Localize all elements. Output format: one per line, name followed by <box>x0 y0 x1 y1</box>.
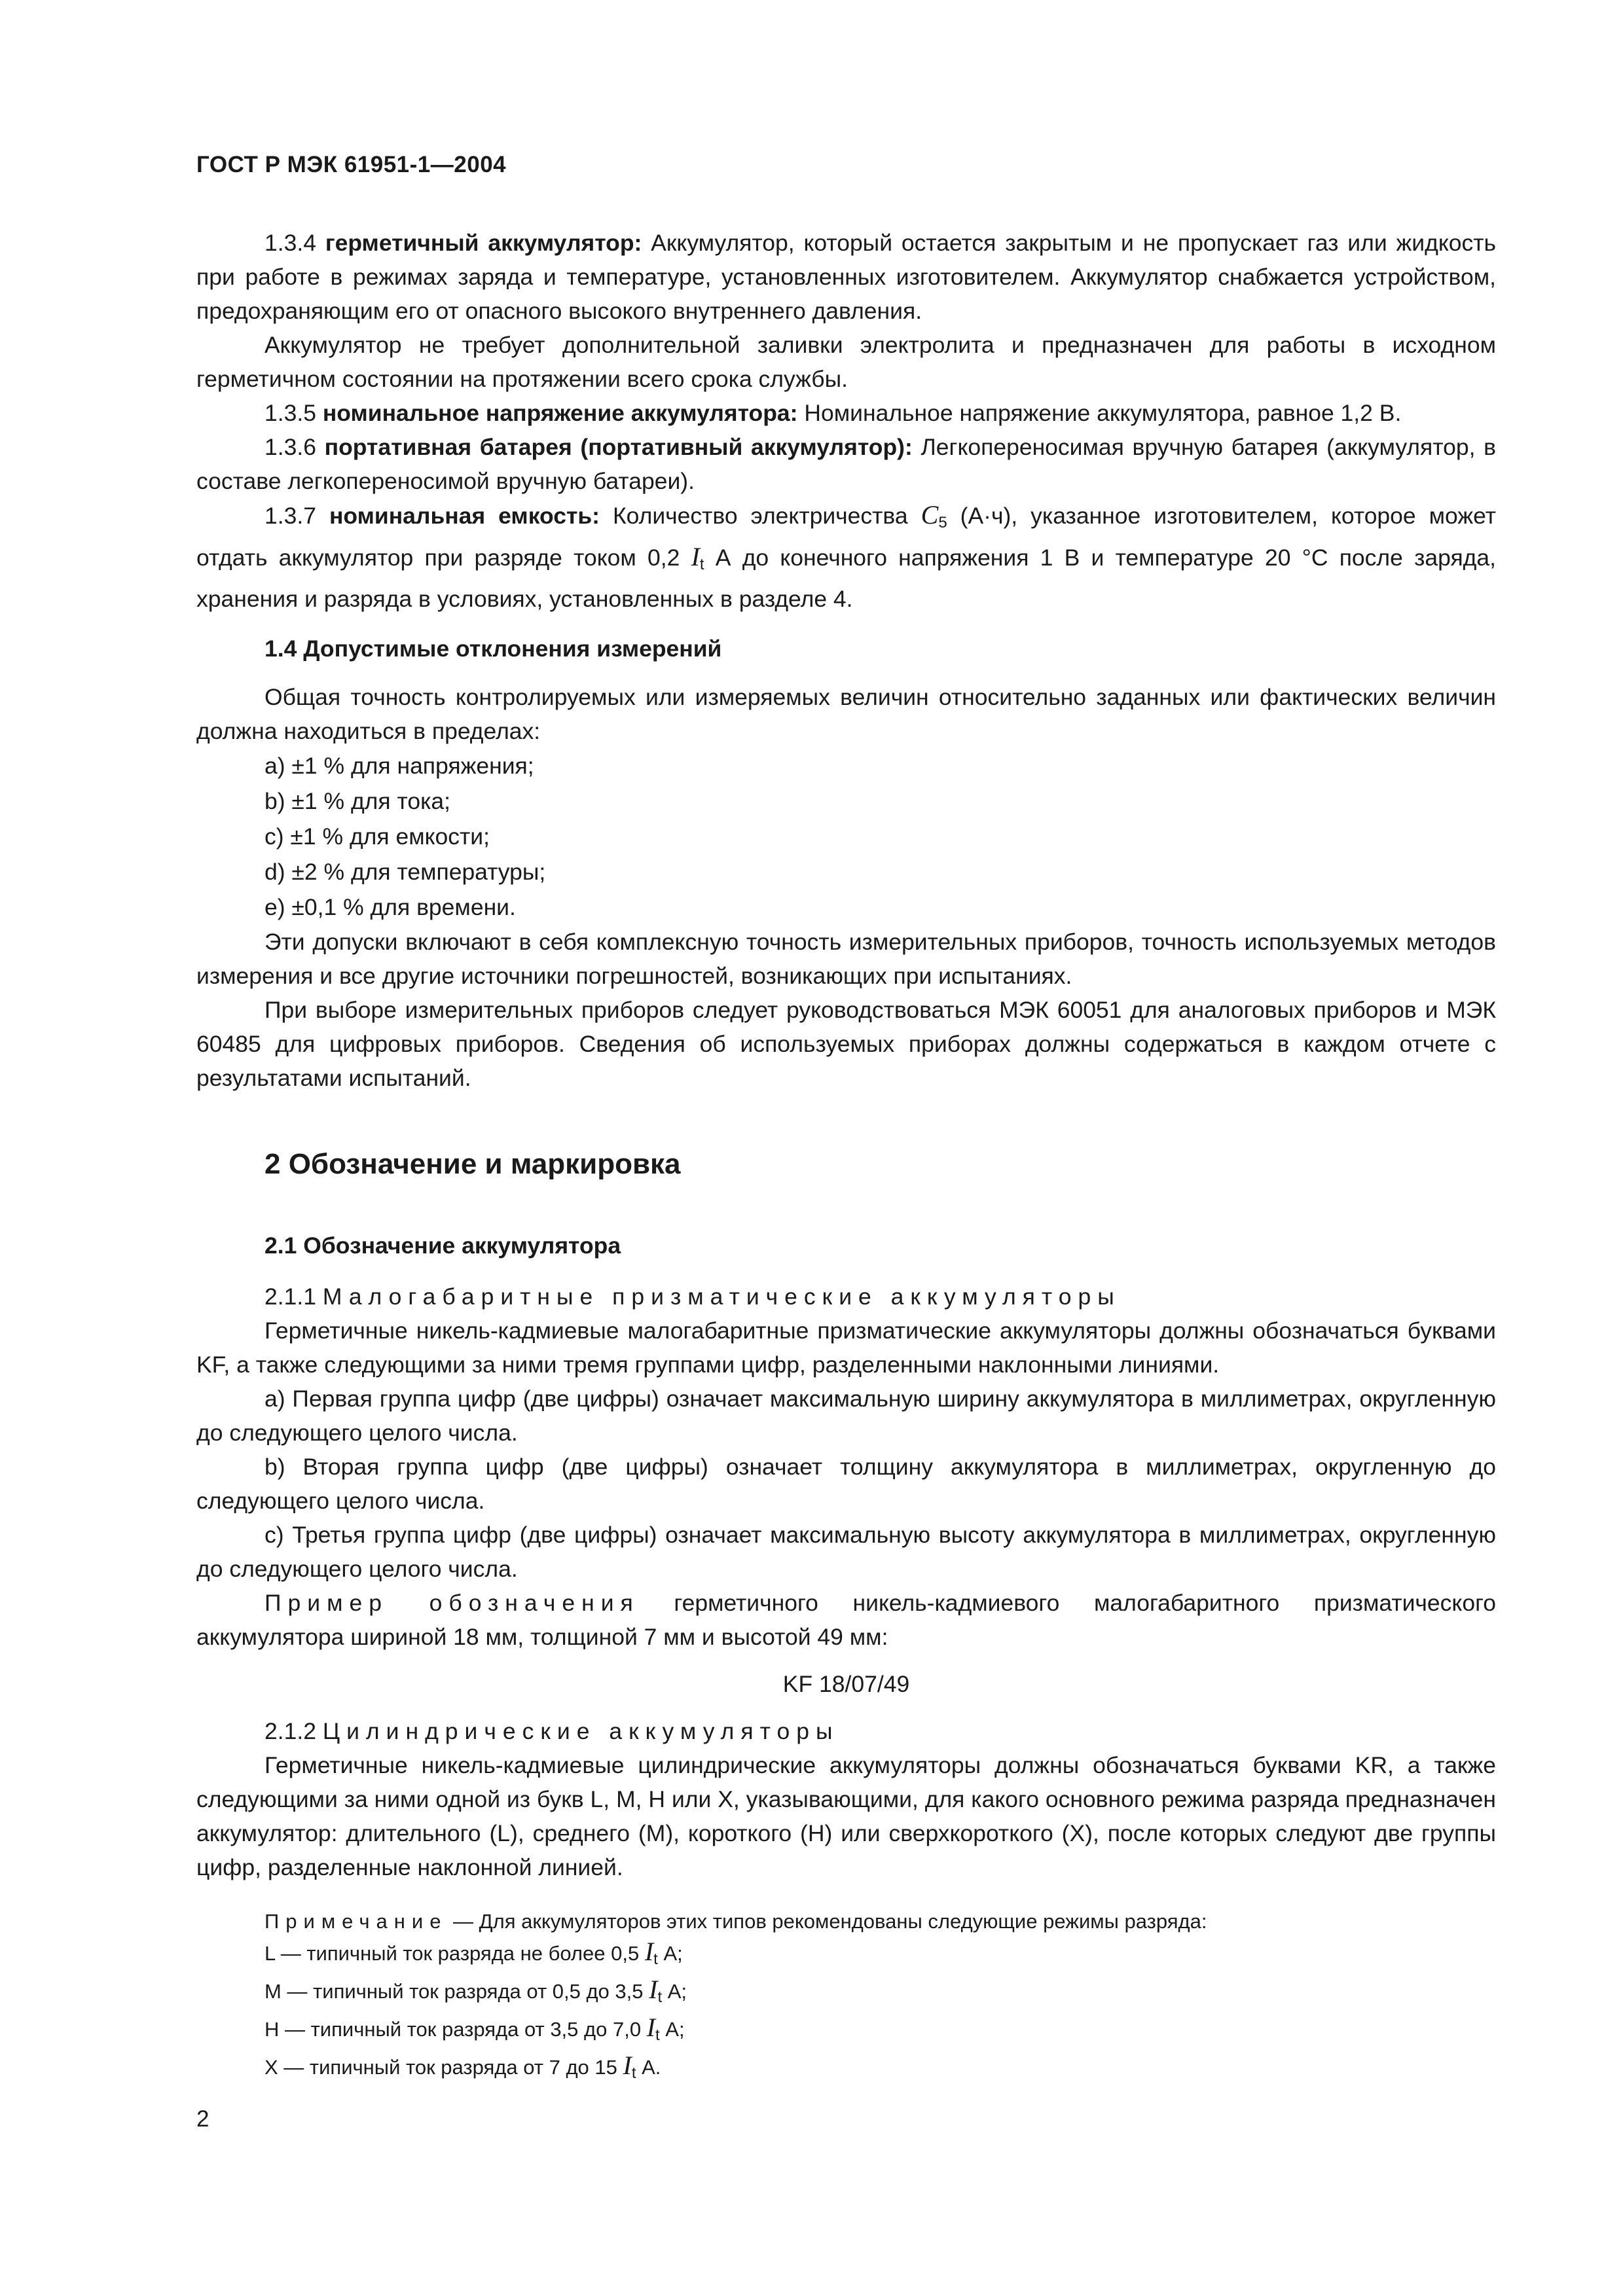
term: герметичный аккумулятор: <box>325 230 642 256</box>
example-designation-code: KF 18/07/49 <box>782 1671 910 1697</box>
clause-number: 1.3.7 <box>264 503 316 529</box>
example-text: герметичного никель-кадмиевого малогабаритного призматического аккумулятора шириной 18 мм, толщиной 7 мм и высотой 49 мм: <box>196 1590 1496 1650</box>
term: номинальное напряжение аккумулятора: <box>322 400 798 426</box>
clause-1-3-5 <box>196 396 1496 430</box>
clause-number: 2.1.1 <box>264 1283 316 1310</box>
clause-1-3-6 <box>196 430 1496 498</box>
note-line-text: А; <box>657 1942 683 1965</box>
clause-2-1-1-item-a: а) Первая группа цифр (две цифры) означает максимальную ширину аккумулятора в миллиметрах, округленную до следующего целого числа. <box>196 1386 1496 1446</box>
symbol-subscript: t <box>653 1950 658 1968</box>
note-line <box>264 2013 1496 2051</box>
note-line-text: А; <box>662 1980 687 2003</box>
section-1-4-intro: Общая точность контролируемых или измеряемых величин относительно заданных или фактических величин должна находиться в пределах: <box>196 684 1496 744</box>
definition-text: Номинальное напряжение аккумулятора, равное 1,2 В. <box>797 400 1402 426</box>
note-line-text: Н — типичный ток разряда от 3,5 до 7,0 <box>264 2018 647 2041</box>
list-item: а) ±1 % для напряжения; <box>264 753 534 779</box>
page-number: 2 <box>196 2106 210 2132</box>
clause-number: 2.1.2 <box>264 1718 316 1744</box>
note-label: Примечание <box>264 1910 448 1933</box>
designation-example <box>196 1586 1496 1654</box>
symbol-i: I <box>646 2013 655 2042</box>
note-line-text: А. <box>636 2056 661 2079</box>
symbol-subscript: 5 <box>938 514 947 531</box>
list-item: d) ±2 % для температуры; <box>264 859 546 885</box>
definition-text: (А·ч), указанное изготовителем, которое может отдать аккумулятор при разряде током 0,2 <box>196 503 1496 571</box>
note-intro <box>264 1907 1496 1937</box>
clause-2-1-1-item-b: b) Вторая группа цифр (две цифры) означает толщину аккумулятора в миллиметрах, округленную до следующего целого числа. <box>196 1454 1496 1514</box>
symbol-c: C <box>921 500 939 529</box>
clause-2-1-2-title <box>196 1714 1496 1748</box>
clause-title: Цилиндрические аккумуляторы <box>322 1718 839 1744</box>
clause-title: Малогабаритные призматические аккумуляторы <box>322 1283 1121 1310</box>
list-item: b) ±1 % для тока; <box>264 788 450 814</box>
note-line-text: М — типичный ток разряда от 0,5 до 3,5 <box>264 1980 649 2003</box>
definition-text: Количество электричества <box>600 503 921 529</box>
clause-number: 1.3.5 <box>264 400 316 426</box>
symbol-subscript: t <box>657 1988 663 2006</box>
definition-text: А до конечного напряжения 1 В и температуре 20 °С после заряда, хранения и разряда в условиях, установленных в разделе 4. <box>196 545 1496 612</box>
note-line-text: L — типичный ток разряда не более 0,5 <box>264 1942 645 1965</box>
symbol-i: I <box>691 542 700 571</box>
term: портативная батарея (портативный аккумулятор): <box>324 434 913 460</box>
clause-1-3-7 <box>196 498 1496 616</box>
term: номинальная емкость: <box>329 503 600 529</box>
clause-1-3-4-para2: Аккумулятор не требует дополнительной заливки электролита и предназначен для работы в исходном герметичном состоянии на протяжении всего срока службы. <box>196 332 1496 392</box>
symbol-i: I <box>644 1937 654 1966</box>
list-item: c) ±1 % для емкости; <box>264 823 490 850</box>
symbol-i: I <box>649 1975 658 2004</box>
section-1-4-heading: 1.4 Допустимые отклонения измерений <box>264 636 722 662</box>
clause-2-1-1-title <box>196 1280 1496 1314</box>
note-line <box>264 2051 1496 2089</box>
clause-2-1-2-para1: Герметичные никель-кадмиевые цилиндрические аккумуляторы должны обозначаться буквами KR, а также следующими за ними одной из букв L, М, Н или X, указывающими, для какого основного режима разряда предназначен аккумулятор: длительного (L), среднего (М), короткого (Н) или сверхкороткого (X), после которых следуют две группы цифр, разделенные наклонной линией. <box>196 1752 1496 1880</box>
symbol-i: I <box>623 2051 632 2080</box>
note-line <box>264 1975 1496 2013</box>
note-line-text: А; <box>659 2018 685 2041</box>
note-line-text: X — типичный ток разряда от 7 до 15 <box>264 2056 623 2079</box>
page-content <box>196 226 1496 2089</box>
section-1-4-para3: При выборе измерительных приборов следует руководствоваться МЭК 60051 для аналоговых приборов и МЭК 60485 для цифровых приборов. Сведения об используемых приборах должны содержаться в каждом отчете с результатами испытаний. <box>196 997 1496 1091</box>
definition-text: Аккумулятор, который остается закрытым и не пропускает газ или жидкость при работе в режимах заряда и температуре, установленных изготовителем. Аккумулятор снабжается устройством, предохраняющим его от опасного высокого внутреннего давления. <box>196 230 1496 324</box>
symbol-subscript: t <box>699 556 704 573</box>
example-label: Пример обозначения <box>264 1590 640 1616</box>
clause-1-3-4 <box>196 226 1496 328</box>
clause-number: 1.3.4 <box>264 230 316 256</box>
page-header: ГОСТ Р МЭК 61951-1—2004 <box>196 152 507 177</box>
note-line <box>264 1937 1496 1975</box>
section-2-heading: 2 Обозначение и маркировка <box>264 1148 681 1180</box>
symbol-subscript: t <box>631 2064 636 2082</box>
definition-text: Легкопереносимая вручную батарея (аккумулятор, в составе легкопереносимой вручную батареи). <box>196 434 1496 494</box>
clause-2-1-1-para1: Герметичные никель-кадмиевые малогабаритные призматические аккумуляторы должны обозначаться буквами KF, а также следующими за ними тремя группами цифр, разделенными наклонными линиями. <box>196 1318 1496 1378</box>
symbol-subscript: t <box>655 2026 660 2044</box>
note-text: — Для аккумуляторов этих типов рекомендованы следующие режимы разряда: <box>447 1910 1207 1933</box>
clause-2-1-1-item-c: c) Третья группа цифр (две цифры) означает максимальную высоту аккумулятора в миллиметрах, округленную до следующего целого числа. <box>196 1522 1496 1582</box>
note-block <box>196 1907 1496 2089</box>
section-2-1-heading: 2.1 Обозначение аккумулятора <box>264 1232 621 1259</box>
list-item: e) ±0,1 % для времени. <box>264 894 516 920</box>
clause-number: 1.3.6 <box>264 434 316 460</box>
section-1-4-para2: Эти допуски включают в себя комплексную точность измерительных приборов, точность используемых методов измерения и все другие источники погрешностей, возникающих при испытаниях. <box>196 929 1496 989</box>
